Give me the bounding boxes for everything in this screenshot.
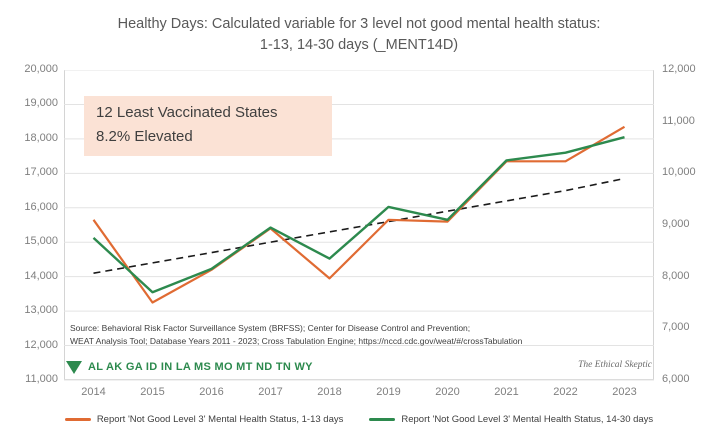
- y-axis-left-tick: 18,000: [24, 131, 58, 144]
- y-axis-left-tick: 17,000: [24, 166, 58, 179]
- legend-label-1: Report 'Not Good Level 3' Mental Health Status, 1-13 days: [96, 414, 344, 425]
- y-axis-left-tick: 14,000: [24, 269, 58, 282]
- x-axis-tick: 2022: [553, 386, 578, 398]
- annotation-callout: [84, 96, 332, 156]
- y-axis-left-tick: 12,000: [24, 338, 58, 351]
- y-axis-left-tick: 11,000: [25, 373, 58, 385]
- y-axis-left-tick: 20,000: [24, 63, 58, 75]
- states-list-label: AL AK GA ID IN LA MS MO MT ND TN WY: [88, 361, 313, 373]
- x-axis-tick: 2018: [317, 386, 342, 398]
- chart-title-line2: 1-13, 14-30 days (_MENT14D): [259, 37, 459, 53]
- source-line1: Source: Behavioral Risk Factor Surveillance System (BRFSS); Center for Disease Control and Prevention;: [70, 323, 471, 333]
- x-axis-tick: 2020: [435, 386, 460, 398]
- y-axis-left-tick: 16,000: [24, 200, 58, 213]
- y-axis-right-tick: 11,000: [662, 114, 695, 127]
- x-axis-tick: 2015: [140, 386, 165, 398]
- x-axis-tick: 2017: [258, 386, 283, 398]
- source-note: [70, 322, 630, 348]
- triangle-marker-icon: [66, 361, 82, 374]
- legend-label-2: Report 'Not Good Level 3' Mental Health Status, 14-30 days: [401, 414, 654, 425]
- legend-item-2[interactable]: [369, 414, 653, 425]
- y-axis-left-tick: 19,000: [24, 97, 58, 110]
- annotation-line1: 12 Least Vaccinated States: [96, 104, 278, 121]
- y-axis-right-tick: 7,000: [662, 321, 690, 334]
- y-axis-right-tick: 8,000: [662, 269, 690, 282]
- y-axis-right-tick: 9,000: [662, 218, 690, 230]
- x-axis-tick: 2023: [612, 386, 637, 398]
- x-axis-tick: 2016: [199, 386, 224, 398]
- source-line2: WEAT Analysis Tool; Database Years 2011 - 2023; Cross Tabulation Engine; https://nccd.cdc.gov/weat/#/crossTabulation: [70, 336, 523, 346]
- y-axis-right-tick: 6,000: [662, 373, 690, 385]
- y-axis-left-tick: 13,000: [24, 304, 58, 317]
- y-axis-right-tick: 10,000: [662, 166, 696, 179]
- x-axis-tick: 2021: [494, 386, 519, 398]
- chart-title: [0, 14, 718, 56]
- x-axis-tick: 2019: [376, 386, 401, 398]
- chart-title-line1: Healthy Days: Calculated variable for 3 level not good mental health status:: [117, 16, 601, 32]
- x-axis-tick: 2014: [81, 386, 106, 398]
- trendline-series: [94, 179, 625, 274]
- annotation-line2: 8.2% Elevated: [96, 128, 193, 145]
- chart-legend: [0, 414, 718, 425]
- signature-label: The Ethical Skeptic: [578, 360, 652, 370]
- y-axis-right-tick: 12,000: [662, 63, 696, 75]
- y-axis-left-tick: 15,000: [24, 235, 58, 248]
- legend-swatch-1: [65, 418, 91, 421]
- legend-swatch-2: [369, 418, 395, 421]
- legend-item-1[interactable]: [65, 414, 344, 425]
- states-marker-row: [66, 358, 313, 376]
